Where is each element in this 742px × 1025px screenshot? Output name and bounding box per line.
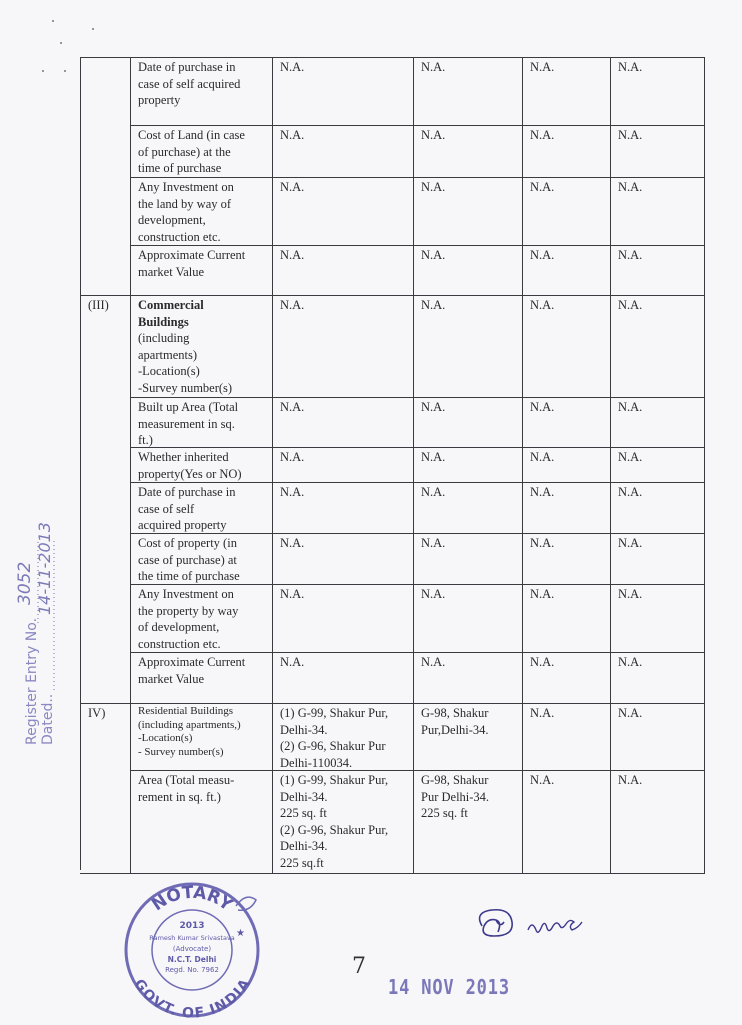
table-cell: N.A. — [618, 248, 643, 262]
table-cell: N.A. — [618, 298, 643, 312]
table-cell: N.A. — [280, 128, 305, 142]
table-cell: Cost of property (in case of purchase) at the time of purchase — [138, 536, 240, 584]
table-cell: Date of purchase in case of self acquired property — [138, 485, 236, 533]
table-cell: (1) G-99, Shakur Pur, Delhi-34. (2) G-96, Shakur Pur Delhi-110034. — [280, 706, 389, 770]
table-cell: N.A. — [530, 400, 555, 414]
table-cell — [88, 59, 126, 125]
svg-text:Dated.. — [40, 694, 56, 745]
table-cell: N.A. — [421, 180, 446, 194]
notary-seal-regd: Regd. No. 7962 — [165, 966, 219, 974]
table-cell: N.A. — [530, 655, 555, 669]
notary-seal-bottom-text: GOVT. OF INDIA — [130, 976, 254, 1020]
table-row-rule — [130, 533, 705, 534]
table-cell — [138, 297, 268, 397]
table-cell: N.A. — [618, 773, 643, 787]
table-cell: N.A. — [280, 248, 305, 262]
paper-speck — [92, 28, 94, 30]
table-cell: N.A. — [280, 298, 305, 312]
table-cell: N.A. — [421, 655, 446, 669]
table-cell: N.A. — [421, 60, 446, 74]
table-cell: N.A. — [618, 536, 643, 550]
table-cell: N.A. — [280, 587, 305, 601]
table-cell: N.A. — [530, 128, 555, 142]
table-cell: Built up Area (Total measurement in sq. ft.) — [138, 400, 239, 447]
table-cell: N.A. — [421, 400, 446, 414]
table-cell: N.A. — [280, 450, 305, 464]
register-entry-label: Register Entry No. — [24, 617, 40, 745]
svg-text:GOVT. OF INDIA — [131, 976, 254, 1020]
table-cell: N.A. — [618, 485, 643, 499]
paper-speck — [52, 20, 54, 22]
table-column-rule — [413, 57, 414, 873]
table-cell: G-98, Shakur Pur,Delhi-34. — [421, 706, 489, 737]
table-cell: N.A. — [618, 400, 643, 414]
cell-text: (including apartments) -Location(s) -Survey number(s) — [138, 331, 233, 395]
register-entry-stamp — [15, 475, 56, 745]
table-cell: N.A. — [421, 128, 446, 142]
table-cell: N.A. — [421, 248, 446, 262]
table-cell: N.A. — [618, 706, 643, 720]
table-cell: N.A. — [530, 536, 555, 550]
table-cell: N.A. — [618, 655, 643, 669]
table-row-rule — [130, 177, 705, 178]
table-cell: Approximate Current market Value — [138, 655, 246, 686]
table-row-rule — [130, 125, 705, 126]
table-cell — [88, 127, 126, 177]
table-cell: IV) — [88, 706, 106, 720]
table-cell: N.A. — [421, 450, 446, 464]
table-cell: Whether inherited property(Yes or NO) — [138, 450, 242, 481]
table-cell — [88, 535, 126, 584]
table-cell: N.A. — [421, 536, 446, 550]
table-cell: (1) G-99, Shakur Pur, Delhi-34. 225 sq. ft (2) G-96, Shakur Pur, Delhi-34. 225 sq.ft — [280, 773, 389, 870]
table-cell: N.A. — [530, 485, 555, 499]
table-cell — [88, 399, 126, 447]
table-cell: Residential Buildings (including apartments,) -Location(s) - Survey number(s) — [138, 705, 241, 758]
table-cell — [88, 586, 126, 652]
paper-speck — [60, 42, 62, 44]
svg-text:3052 — [15, 562, 35, 605]
table-cell: N.A. — [530, 298, 555, 312]
signature — [470, 900, 600, 950]
table-row-rule — [130, 245, 705, 246]
table-cell — [88, 654, 126, 703]
table-cell: N.A. — [530, 706, 555, 720]
table-border-left — [80, 57, 81, 870]
paper-speck — [42, 70, 44, 72]
table-row-rule — [130, 652, 705, 653]
table-cell: Cost of Land (in case of purchase) at the time of purchase — [138, 128, 245, 176]
table-cell: Any Investment on the land by way of development, construction etc. — [138, 180, 234, 244]
table-cell: G-98, Shakur Pur Delhi-34. 225 sq. ft — [421, 773, 490, 821]
table-column-rule — [704, 57, 705, 873]
table-cell: N.A. — [618, 587, 643, 601]
dated-label: Dated.. — [40, 693, 56, 745]
table-cell: N.A. — [530, 60, 555, 74]
table-row-rule — [130, 447, 705, 448]
table-cell: N.A. — [280, 485, 305, 499]
table-cell — [88, 449, 126, 482]
notary-seal-role: (Advocate) — [172, 945, 212, 953]
notary-seal-top-text: NOTARY — [148, 882, 236, 916]
table-row-rule — [130, 397, 705, 398]
table-cell: Area (Total measu- rement in sq. ft.) — [138, 773, 235, 804]
table-row-rule — [130, 770, 705, 771]
table-cell: (III) — [88, 298, 109, 312]
svg-text:14-11-2013 — [35, 522, 54, 615]
table-cell: N.A. — [280, 400, 305, 414]
table-column-rule — [522, 57, 523, 873]
table-cell — [88, 484, 126, 533]
table-cell: N.A. — [530, 180, 555, 194]
paper-speck — [64, 70, 66, 72]
table-cell: N.A. — [280, 655, 305, 669]
notary-seal-year: 2013 — [179, 921, 205, 931]
notary-seal-region: N.C.T. Delhi — [167, 955, 217, 964]
table-cell — [88, 247, 126, 295]
table-cell: N.A. — [421, 485, 446, 499]
dated-value: 14-11-2013 — [35, 522, 54, 615]
table-cell: N.A. — [280, 180, 305, 194]
table-cell: N.A. — [618, 60, 643, 74]
table-cell — [88, 179, 126, 245]
table-cell: Any Investment on the property by way of development, construction etc. — [138, 587, 239, 651]
table-cell: N.A. — [618, 128, 643, 142]
table-cell: N.A. — [530, 248, 555, 262]
table-cell — [88, 772, 126, 873]
notary-seal-name: Ramesh Kumar Srivastava — [149, 934, 235, 942]
table-border-top — [80, 57, 704, 58]
table-cell: N.A. — [530, 587, 555, 601]
table-row-rule — [80, 295, 705, 296]
table-cell: N.A. — [280, 60, 305, 74]
notary-seal — [118, 872, 266, 1020]
table-cell: N.A. — [618, 450, 643, 464]
table-cell: N.A. — [530, 773, 555, 787]
section-heading: Commercial Buildings — [138, 298, 204, 329]
table-column-rule — [610, 57, 611, 873]
table-row-rule — [130, 584, 705, 585]
table-cell: N.A. — [421, 587, 446, 601]
table-cell: N.A. — [280, 536, 305, 550]
table-cell: Approximate Current market Value — [138, 248, 246, 279]
received-date-stamp: 14 NOV 2013 — [388, 975, 510, 999]
table-row-rule — [130, 482, 705, 483]
svg-text:Register Entry No. — [24, 618, 40, 745]
register-entry-number: 3052 — [15, 561, 35, 605]
star-icon: ★ — [236, 928, 245, 939]
table-cell: N.A. — [530, 450, 555, 464]
table-cell: N.A. — [618, 180, 643, 194]
table-cell: Date of purchase in case of self acquired property — [138, 60, 241, 108]
table-column-rule — [272, 57, 273, 873]
table-cell: N.A. — [421, 298, 446, 312]
page-number: 7 — [352, 954, 366, 979]
table-row-rule — [80, 703, 705, 704]
table-column-rule — [130, 57, 131, 873]
